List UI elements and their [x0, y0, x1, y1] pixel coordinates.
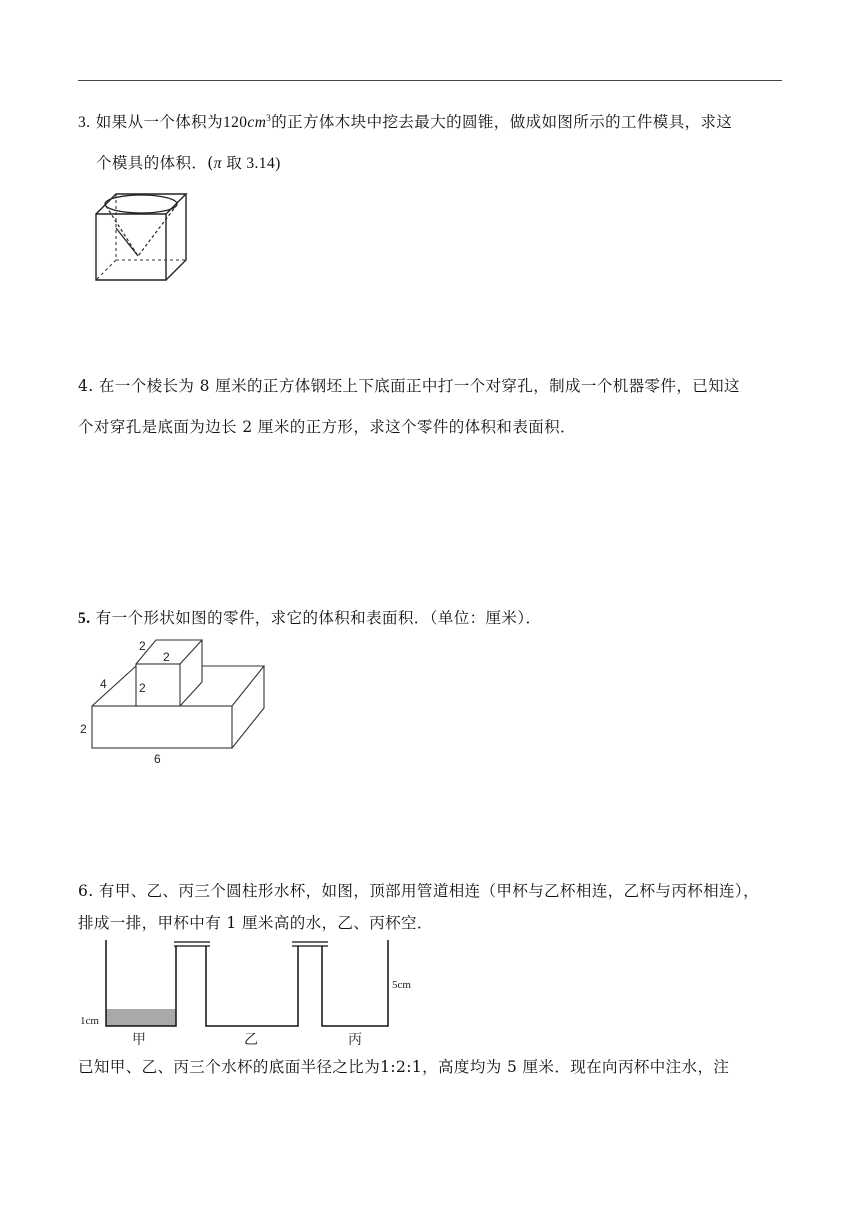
q3-line2-b: 取 3.14)	[221, 155, 281, 172]
q3-line1	[78, 111, 788, 134]
q5-label-base-depth: 4	[100, 677, 107, 691]
q6-line2: 排成一排，甲杯中有 1 厘米高的水，乙、丙杯空．	[78, 914, 433, 932]
q3-unit-exp: 3	[266, 113, 272, 123]
q3-pi: π	[213, 155, 222, 172]
q5-line	[78, 607, 788, 630]
q5-label-top-depth: 2	[139, 639, 146, 653]
header-rule	[78, 80, 782, 81]
q3-unit: cm	[247, 114, 267, 131]
q6-cups-figure	[78, 938, 438, 1050]
q6-line3: 已知甲、乙、丙三个水杯的底面半径之比为1:2:1，高度均为 5 厘米．现在向丙杯中注水，注	[78, 1058, 730, 1076]
q3-number: 3.	[78, 114, 91, 131]
q6-label-water: 1cm	[80, 1015, 99, 1027]
q4-line1: 4. 在一个棱长为 8 厘米的正方体钢坯上下底面正中打一个对穿孔，制成一个机器零件，已知这	[78, 377, 740, 395]
q3-line2	[96, 152, 806, 175]
q6-label-height: 5cm	[392, 979, 411, 991]
q6-label-cup-c: 丙	[348, 1032, 362, 1048]
q3-cube-cone-figure	[88, 188, 198, 288]
q3-volume: 120	[222, 114, 248, 131]
q6-water-fill	[106, 1009, 176, 1026]
q5-label-base-length: 6	[154, 752, 161, 766]
q3-line2-a: 个模具的体积．(	[96, 154, 214, 172]
q6-label-cup-a: 甲	[132, 1032, 146, 1048]
q5-block-figure	[76, 634, 276, 770]
q6-line1: 6. 有甲、乙、丙三个圆柱形水杯，如图，顶部用管道相连（甲杯与乙杯相连，乙杯与丙杯相连），	[78, 882, 759, 900]
q4-line2: 个对穿孔是底面为边长 2 厘米的正方形，求这个零件的体积和表面积．	[78, 418, 576, 436]
q6-label-cup-b: 乙	[244, 1032, 258, 1048]
q5-label-top-width: 2	[163, 650, 170, 664]
q3-text-b: 的正方体木块中挖去最大的圆锥，做成如图所示的工件模具，求这	[271, 113, 733, 131]
q5-label-top-height: 2	[139, 681, 146, 695]
q5-number: 5.	[78, 610, 91, 627]
q5-label-base-height: 2	[80, 722, 87, 736]
q3-text-a: 如果从一个体积为	[95, 113, 223, 131]
q5-text: 有一个形状如图的零件，求它的体积和表面积．（单位：厘米）．	[95, 609, 542, 627]
